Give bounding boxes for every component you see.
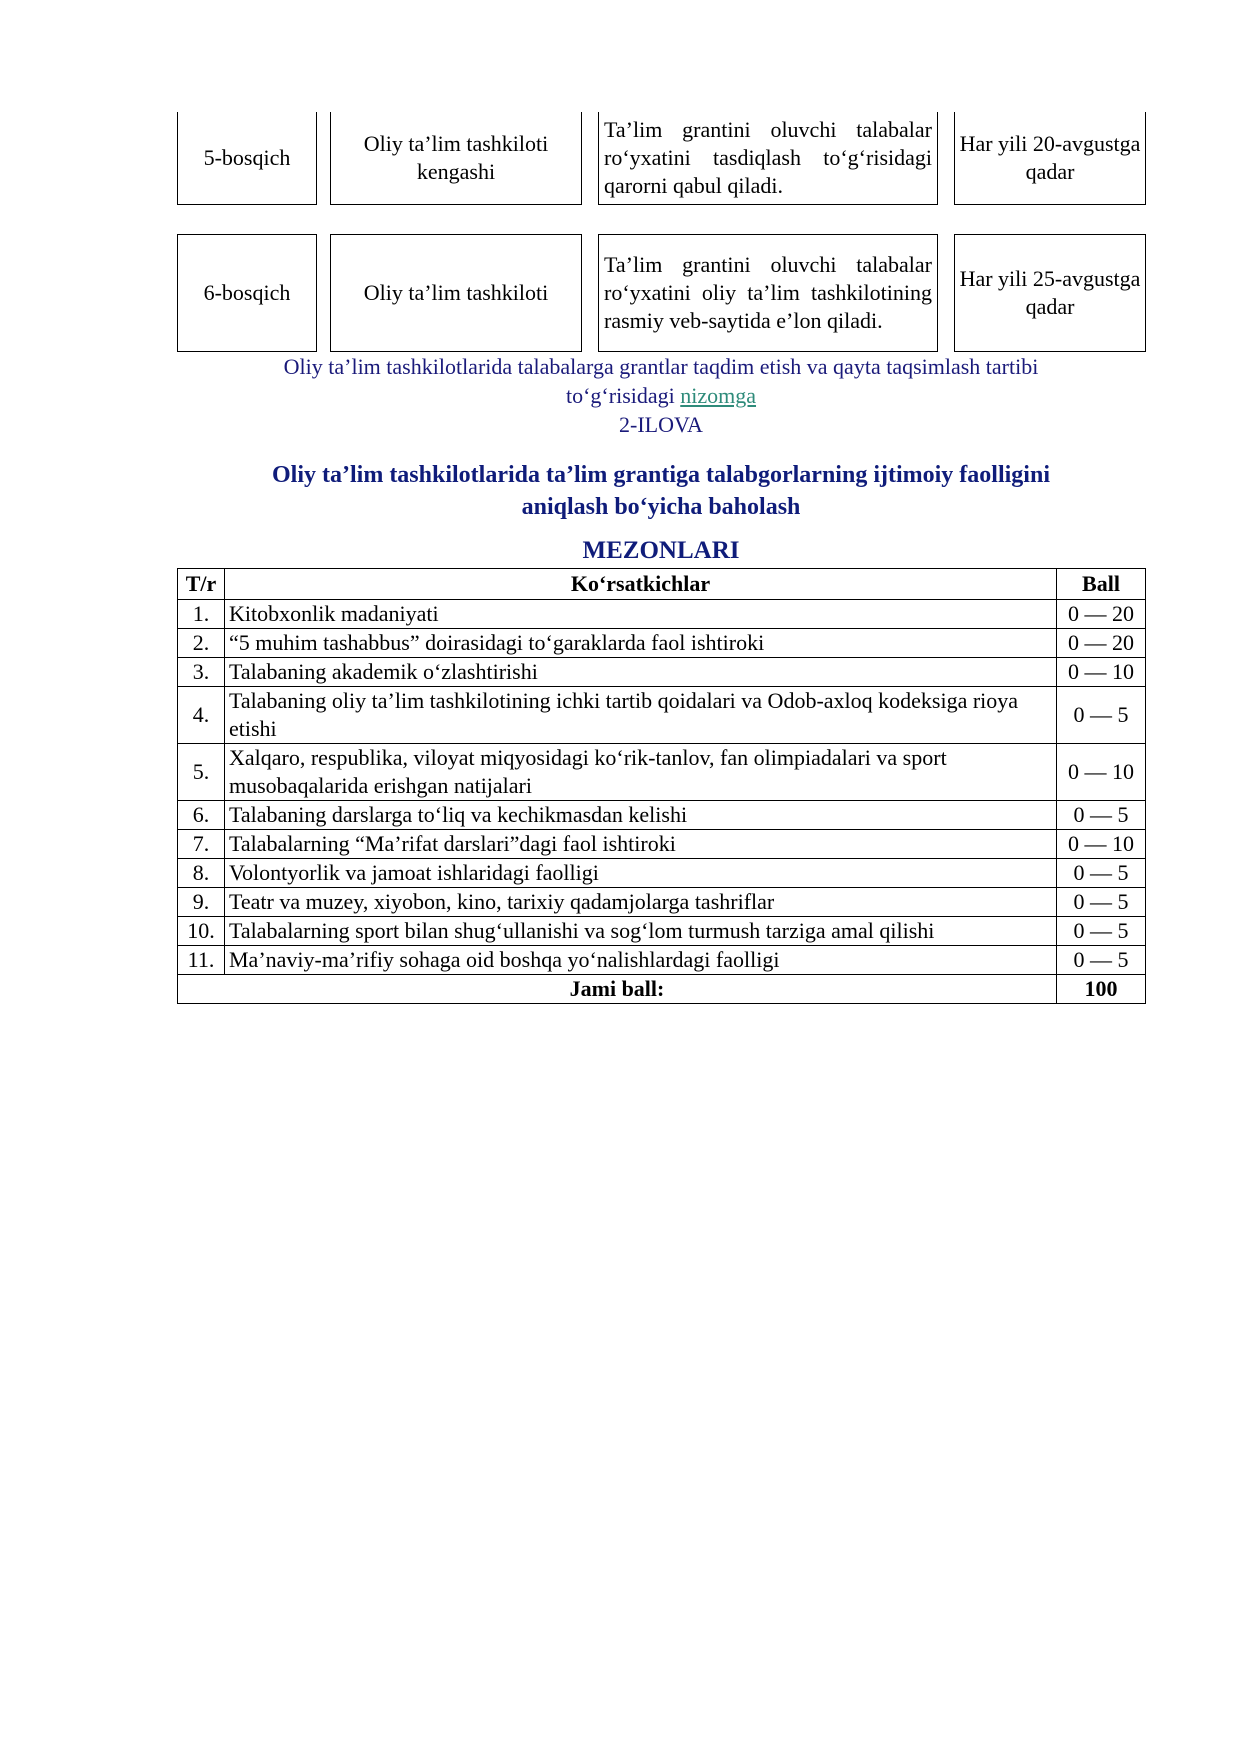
title-line-1: Oliy ta’lim tashkilotlarida ta’lim grantiga talabgorlarning ijtimoiy faolligini [272,462,1050,488]
stage-number-cell [177,234,317,352]
annex-reference [177,352,1145,439]
row-number: 9. [178,888,225,917]
annex-line-2 [177,381,1145,410]
annex-line-2-prefix: to‘g‘risidagi [565,383,681,408]
row-indicator: Talabaning oliy ta’lim tashkilotining ichki tartib qoidalari va Odob-axloq kodeksiga rioya etishi [225,687,1057,744]
stage-deadline-cell [954,112,1146,205]
row-number: 5. [178,744,225,801]
stage-actor: Oliy ta’lim tashkiloti kengashi [363,131,549,184]
header-score: Ball [1057,569,1146,600]
stage-actor-cell [330,234,582,352]
stage-number: 6-bosqich [203,280,291,305]
table-row [178,600,1146,629]
table-header-row [178,569,1146,600]
stage-actor-cell [330,112,582,205]
table-row [178,830,1146,859]
row-indicator: Teatr va muzey, xiyobon, kino, tarixiy qadamjolarga tashriflar [225,888,1057,917]
table-row [178,658,1146,687]
row-score: 0 — 5 [1057,859,1146,888]
document-subtitle: MEZONLARI [582,537,740,564]
row-indicator: Talabaning akademik o‘zlashtirishi [225,658,1057,687]
header-indicators: Ko‘rsatkichlar [225,569,1057,600]
row-indicator: Kitobxonlik madaniyati [225,600,1057,629]
row-number: 2. [178,629,225,658]
stage-row-5 [177,112,1145,205]
nizom-link[interactable]: nizomga [680,383,757,408]
row-indicator: Volontyorlik va jamoat ishlaridagi faolligi [225,859,1057,888]
row-indicator: Ma’naviy-ma’rifiy sohaga oid boshqa yo‘nalishlardagi faolligi [225,946,1057,975]
row-indicator: Talabalarning sport bilan shug‘ullanishi va sog‘lom turmush tarziga amal qilishi [225,917,1057,946]
table-row [178,859,1146,888]
row-number: 3. [178,658,225,687]
table-row [178,917,1146,946]
table-row [178,888,1146,917]
row-number: 6. [178,801,225,830]
row-number: 11. [178,946,225,975]
table-row [178,687,1146,744]
title-line-2: aniqlash bo‘yicha baholash [521,494,801,520]
total-label: Jami ball: [178,975,1057,1004]
table-row [178,744,1146,801]
row-score: 0 — 5 [1057,801,1146,830]
row-indicator: Talabalarning “Ma’rifat darslari”dagi faol ishtiroki [225,830,1057,859]
stage-number: 5-bosqich [203,145,291,170]
total-row [178,975,1146,1004]
table-row [178,801,1146,830]
stage-action-cell [598,234,938,352]
header-number: T/r [178,569,225,600]
row-score: 0 — 10 [1057,658,1146,687]
row-score: 0 — 10 [1057,830,1146,859]
stage-actor: Oliy ta’lim tashkiloti [363,280,549,305]
stage-action: Ta’lim grantini oluvchi talabalar ro‘yxatini oliy ta’lim tashkilotining rasmiy veb-saytida e’lon qiladi. [604,252,932,333]
stage-row-6 [177,234,1145,352]
stage-number-cell [177,112,317,205]
stage-deadline: Har yili 20-avgustga qadar [959,131,1141,184]
table-row [178,946,1146,975]
row-score: 0 — 5 [1057,946,1146,975]
row-score: 0 — 20 [1057,629,1146,658]
row-number: 8. [178,859,225,888]
row-indicator: Xalqaro, respublika, viloyat miqyosidagi ko‘rik-tanlov, fan olimpiadalari va sport musobaqalarida erishgan natijalari [225,744,1057,801]
row-indicator: Talabaning darslarga to‘liq va kechikmasdan kelishi [225,801,1057,830]
row-score: 0 — 5 [1057,888,1146,917]
row-score: 0 — 5 [1057,917,1146,946]
table-row [178,629,1146,658]
row-number: 7. [178,830,225,859]
row-number: 1. [178,600,225,629]
row-score: 0 — 10 [1057,744,1146,801]
document-title [177,459,1145,523]
stage-action-cell [598,112,938,205]
stage-deadline: Har yili 25-avgustga qadar [959,266,1141,319]
stage-deadline-cell [954,234,1146,352]
criteria-table [177,568,1146,1004]
row-indicator: “5 muhim tashabbus” doirasidagi to‘garaklarda faol ishtiroki [225,629,1057,658]
row-score: 0 — 20 [1057,600,1146,629]
stage-action: Ta’lim grantini oluvchi talabalar ro‘yxatini tasdiqlash to‘g‘risidagi qarorni qabul qiladi. [604,117,932,198]
total-value: 100 [1057,975,1146,1004]
annex-line-1: Oliy ta’lim tashkilotlarida talabalarga grantlar taqdim etish va qayta taqsimlash tartibi [283,354,1039,379]
annex-number: 2-ILOVA [619,412,703,437]
row-number: 4. [178,687,225,744]
row-score: 0 — 5 [1057,687,1146,744]
row-number: 10. [178,917,225,946]
